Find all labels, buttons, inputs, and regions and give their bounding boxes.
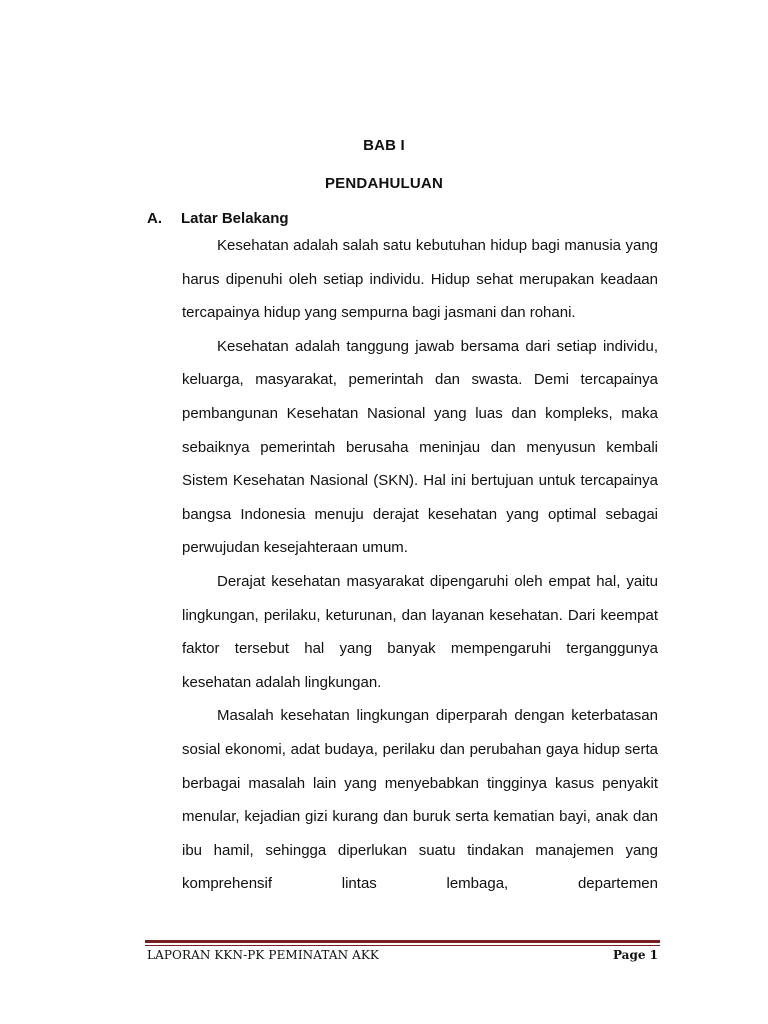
body-text [182,229,658,901]
paragraph-3: Derajat kesehatan masyarakat dipengaruhi oleh empat hal, yaitu lingkungan, perilaku, keturunan, dan layanan kesehatan. Dari keempat faktor tersebut hal yang banyak mempengaruhi terganggunya kesehatan adalah lingkungan. [182,572,658,691]
section-letter: A. [147,210,162,227]
section-title-text: Latar Belakang [181,210,289,227]
paragraph-2: Kesehatan adalah tanggung jawab bersama dari setiap individu, keluarga, masyarakat, pemerintah dan swasta. Demi tercapainya pembangunan Kesehatan Nasional yang luas dan kompleks, maka sebaiknya pemerintah berusaha meninjau dan menyusun kembali Sistem Kesehatan Nasional (SKN). Hal ini bertujuan untuk tercapainya bangsa Indonesia menuju derajat kesehatan yang optimal sebagai perwujudan kesejahteraan umum. [182,337,658,557]
section-heading [147,210,289,227]
page-number: Page 1 [612,948,658,962]
footer-rule-thin [145,945,660,946]
footer-rule-thick [145,940,660,943]
chapter-title: PENDAHULUAN [324,175,444,192]
paragraph-4: Masalah kesehatan lingkungan diperparah dengan keterbatasan sosial ekonomi, adat budaya, perilaku dan perubahan gaya hidup serta berbagai masalah lain yang menyebabkan tingginya kasus penyakit menular, kejadian gizi kurang dan buruk serta kematian bayi, anak dan ibu hamil, sehingga diperlukan suatu tindakan manajemen yang komprehensif lintas lembaga, departemen [182,707,658,893]
paragraph-1: Kesehatan adalah salah satu kebutuhan hidup bagi manusia yang harus dipenuhi oleh setiap individu. Hidup sehat merupakan keadaan tercapainya hidup yang sempurna bagi jasmani dan rohani. [182,237,658,322]
chapter-heading: BAB I [363,137,405,154]
footer-report-title: LAPORAN KKN-PK PEMINATAN AKK [147,948,379,962]
